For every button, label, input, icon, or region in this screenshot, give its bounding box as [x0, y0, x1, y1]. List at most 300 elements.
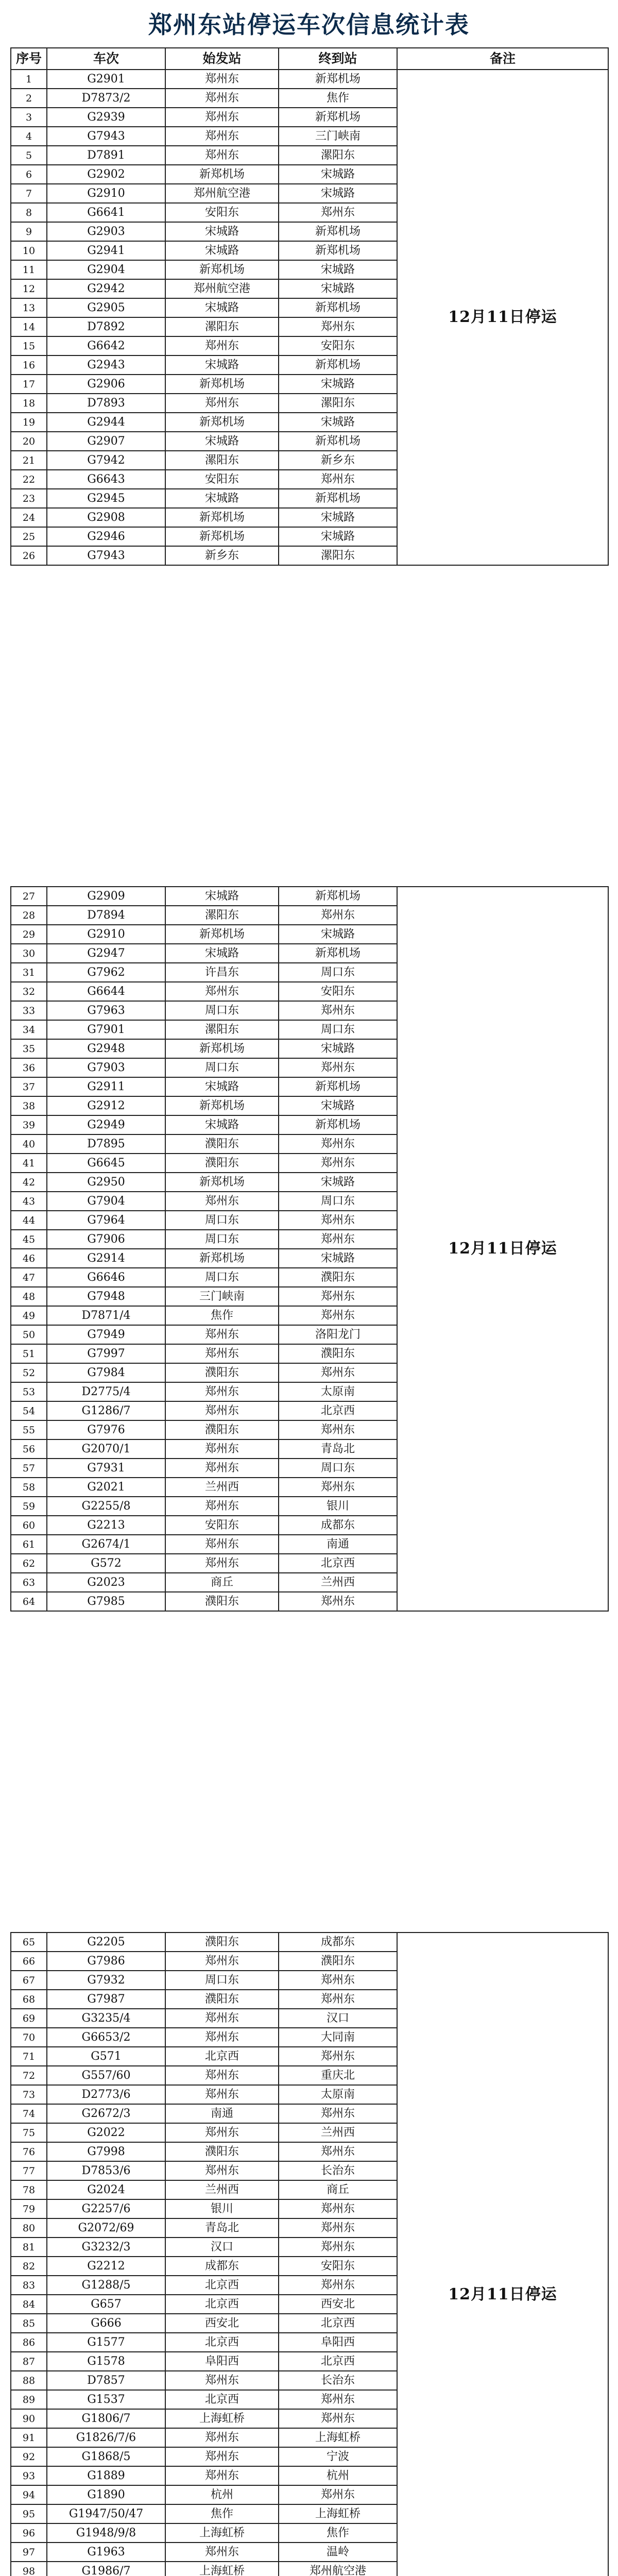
row-seq: 48 — [11, 1287, 47, 1306]
row-train: G1947/50/47 — [47, 2504, 165, 2523]
row-from: 濮阳东 — [165, 2142, 279, 2161]
row-to: 上海虹桥 — [279, 2504, 397, 2523]
row-seq: 89 — [11, 2390, 47, 2409]
row-from: 郑州东 — [165, 2009, 279, 2028]
row-to: 郑州东 — [279, 2047, 397, 2066]
row-to: 郑州东 — [279, 1058, 397, 1077]
row-to: 新郑机场 — [279, 432, 397, 451]
row-train: G7931 — [47, 1459, 165, 1478]
row-from: 北京西 — [165, 2295, 279, 2314]
page-title: 郑州东站停运车次信息统计表 — [148, 11, 470, 39]
row-to: 北京西 — [279, 1401, 397, 1420]
row-to: 宋城路 — [279, 527, 397, 546]
row-from: 郑州东 — [165, 146, 279, 165]
row-from: 新郑机场 — [165, 1096, 279, 1115]
row-seq: 71 — [11, 2047, 47, 2066]
row-seq: 47 — [11, 1268, 47, 1287]
table-header-row — [11, 48, 608, 70]
row-seq: 22 — [11, 470, 47, 489]
row-seq: 7 — [11, 184, 47, 203]
row-to: 郑州航空港 — [279, 2562, 397, 2576]
row-seq: 57 — [11, 1459, 47, 1478]
row-train: G2205 — [47, 1933, 165, 1952]
row-train: D7871/4 — [47, 1306, 165, 1325]
row-seq: 51 — [11, 1344, 47, 1363]
row-to: 北京西 — [279, 2352, 397, 2371]
row-seq: 56 — [11, 1439, 47, 1459]
row-from: 上海虹桥 — [165, 2562, 279, 2576]
row-train: G7943 — [47, 127, 165, 146]
row-train: G2914 — [47, 1249, 165, 1268]
row-seq: 88 — [11, 2371, 47, 2390]
row-from: 宋城路 — [165, 1115, 279, 1134]
row-from: 宋城路 — [165, 887, 279, 906]
suspension-note: 12月11日停运 — [397, 1933, 608, 2576]
row-from: 安阳东 — [165, 1516, 279, 1535]
row-seq: 14 — [11, 317, 47, 336]
row-train: G1826/7/6 — [47, 2428, 165, 2447]
row-train: G2909 — [47, 887, 165, 906]
row-seq: 10 — [11, 241, 47, 260]
row-from: 濮阳东 — [165, 1134, 279, 1154]
row-to: 郑州东 — [279, 1592, 397, 1611]
row-from: 濮阳东 — [165, 1420, 279, 1439]
row-train: D7857 — [47, 2371, 165, 2390]
row-train: D7891 — [47, 146, 165, 165]
row-to: 宋城路 — [279, 925, 397, 944]
row-to: 郑州东 — [279, 1230, 397, 1249]
row-train: G2908 — [47, 508, 165, 527]
row-train: G2213 — [47, 1516, 165, 1535]
row-from: 新郑机场 — [165, 1039, 279, 1058]
row-seq: 33 — [11, 1001, 47, 1020]
row-train: G2212 — [47, 2257, 165, 2276]
row-train: G2023 — [47, 1573, 165, 1592]
row-train: G7986 — [47, 1952, 165, 1971]
suspension-note: 12月11日停运 — [397, 70, 608, 565]
row-to: 郑州东 — [279, 906, 397, 925]
row-train: G2906 — [47, 375, 165, 394]
row-seq: 53 — [11, 1382, 47, 1401]
row-from: 郑州东 — [165, 2085, 279, 2104]
row-train: G7963 — [47, 1001, 165, 1020]
row-to: 三门峡南 — [279, 127, 397, 146]
row-from: 郑州东 — [165, 1325, 279, 1344]
row-to: 大同南 — [279, 2028, 397, 2047]
row-from: 宋城路 — [165, 944, 279, 963]
row-to: 商丘 — [279, 2180, 397, 2199]
row-train: G1868/5 — [47, 2447, 165, 2466]
row-from: 宋城路 — [165, 298, 279, 317]
row-seq: 91 — [11, 2428, 47, 2447]
row-seq: 11 — [11, 260, 47, 279]
row-to: 长治东 — [279, 2161, 397, 2180]
row-from: 郑州东 — [165, 982, 279, 1001]
row-seq: 65 — [11, 1933, 47, 1952]
row-from: 郑州东 — [165, 1459, 279, 1478]
row-to: 郑州东 — [279, 1990, 397, 2009]
row-to: 宋城路 — [279, 1096, 397, 1115]
row-to: 郑州东 — [279, 1420, 397, 1439]
row-from: 新郑机场 — [165, 925, 279, 944]
row-to: 周口东 — [279, 1192, 397, 1211]
row-seq: 73 — [11, 2085, 47, 2104]
row-train: G572 — [47, 1554, 165, 1573]
row-train: G2949 — [47, 1115, 165, 1134]
row-seq: 69 — [11, 2009, 47, 2028]
row-to: 郑州东 — [279, 2199, 397, 2218]
row-train: G2905 — [47, 298, 165, 317]
column-header-note: 备注 — [397, 48, 608, 70]
row-seq: 92 — [11, 2447, 47, 2466]
row-train: G2948 — [47, 1039, 165, 1058]
row-seq: 79 — [11, 2199, 47, 2218]
row-seq: 62 — [11, 1554, 47, 1573]
row-train: G2901 — [47, 70, 165, 89]
row-from: 郑州东 — [165, 394, 279, 413]
row-seq: 46 — [11, 1249, 47, 1268]
train-table — [10, 47, 609, 566]
row-seq: 95 — [11, 2504, 47, 2523]
row-seq: 1 — [11, 70, 47, 89]
row-from: 郑州东 — [165, 2466, 279, 2485]
row-seq: 66 — [11, 1952, 47, 1971]
row-train: G3235/4 — [47, 2009, 165, 2028]
row-seq: 35 — [11, 1039, 47, 1058]
row-to: 太原南 — [279, 2085, 397, 2104]
row-to: 宋城路 — [279, 184, 397, 203]
column-header-from: 始发站 — [165, 48, 279, 70]
row-to: 漯阳东 — [279, 546, 397, 565]
row-train: G2942 — [47, 279, 165, 298]
row-from: 新郑机场 — [165, 508, 279, 527]
row-to: 安阳东 — [279, 336, 397, 355]
row-from: 漯阳东 — [165, 906, 279, 925]
row-train: G7998 — [47, 2142, 165, 2161]
row-seq: 29 — [11, 925, 47, 944]
row-to: 宁波 — [279, 2447, 397, 2466]
row-seq: 81 — [11, 2238, 47, 2257]
row-to: 新郑机场 — [279, 489, 397, 508]
row-train: D7893 — [47, 394, 165, 413]
row-from: 郑州东 — [165, 2447, 279, 2466]
row-train: G7985 — [47, 1592, 165, 1611]
row-seq: 6 — [11, 165, 47, 184]
row-train: G7948 — [47, 1287, 165, 1306]
row-train: G6643 — [47, 470, 165, 489]
row-to: 新郑机场 — [279, 944, 397, 963]
row-train: G1288/5 — [47, 2276, 165, 2295]
row-train: G6646 — [47, 1268, 165, 1287]
row-from: 宋城路 — [165, 432, 279, 451]
row-to: 银川 — [279, 1497, 397, 1516]
row-seq: 93 — [11, 2466, 47, 2485]
row-from: 郑州东 — [165, 2543, 279, 2562]
row-to: 焦作 — [279, 2523, 397, 2543]
row-train: G2902 — [47, 165, 165, 184]
row-from: 宋城路 — [165, 222, 279, 241]
row-to: 郑州东 — [279, 470, 397, 489]
row-to: 宋城路 — [279, 1039, 397, 1058]
row-from: 宋城路 — [165, 1077, 279, 1096]
row-seq: 19 — [11, 413, 47, 432]
row-train: G2672/3 — [47, 2104, 165, 2123]
row-seq: 43 — [11, 1192, 47, 1211]
row-from: 濮阳东 — [165, 1933, 279, 1952]
row-from: 周口东 — [165, 1058, 279, 1077]
row-train: G1286/7 — [47, 1401, 165, 1420]
row-to: 新郑机场 — [279, 108, 397, 127]
row-to: 郑州东 — [279, 1134, 397, 1154]
row-to: 周口东 — [279, 1459, 397, 1478]
row-train: G7943 — [47, 546, 165, 565]
row-train: G1948/9/8 — [47, 2523, 165, 2543]
row-seq: 16 — [11, 355, 47, 375]
row-seq: 18 — [11, 394, 47, 413]
row-to: 兰州西 — [279, 1573, 397, 1592]
row-to: 宋城路 — [279, 1249, 397, 1268]
row-seq: 23 — [11, 489, 47, 508]
row-seq: 78 — [11, 2180, 47, 2199]
row-train: G1578 — [47, 2352, 165, 2371]
row-train: G2024 — [47, 2180, 165, 2199]
row-seq: 37 — [11, 1077, 47, 1096]
row-train: G7984 — [47, 1363, 165, 1382]
row-to: 新郑机场 — [279, 1077, 397, 1096]
row-train: G2255/8 — [47, 1497, 165, 1516]
row-from: 宋城路 — [165, 489, 279, 508]
row-to: 郑州东 — [279, 1478, 397, 1497]
row-train: G7997 — [47, 1344, 165, 1363]
row-train: D7895 — [47, 1134, 165, 1154]
row-to: 安阳东 — [279, 982, 397, 1001]
row-from: 濮阳东 — [165, 1154, 279, 1173]
row-from: 周口东 — [165, 1230, 279, 1249]
row-from: 漯阳东 — [165, 1020, 279, 1039]
row-train: G1963 — [47, 2543, 165, 2562]
row-seq: 97 — [11, 2543, 47, 2562]
row-seq: 64 — [11, 1592, 47, 1611]
row-to: 汉口 — [279, 2009, 397, 2028]
row-seq: 72 — [11, 2066, 47, 2085]
row-train: G2072/69 — [47, 2218, 165, 2238]
row-seq: 32 — [11, 982, 47, 1001]
row-train: G571 — [47, 2047, 165, 2066]
row-seq: 50 — [11, 1325, 47, 1344]
row-to: 宋城路 — [279, 260, 397, 279]
row-to: 郑州东 — [279, 203, 397, 222]
row-to: 郑州东 — [279, 1306, 397, 1325]
row-to: 新郑机场 — [279, 70, 397, 89]
row-train: G1537 — [47, 2390, 165, 2409]
row-to: 宋城路 — [279, 508, 397, 527]
row-from: 安阳东 — [165, 203, 279, 222]
row-train: D7892 — [47, 317, 165, 336]
row-train: G6653/2 — [47, 2028, 165, 2047]
row-seq: 36 — [11, 1058, 47, 1077]
row-seq: 77 — [11, 2161, 47, 2180]
row-from: 安阳东 — [165, 470, 279, 489]
row-to: 漯阳东 — [279, 394, 397, 413]
row-to: 宋城路 — [279, 1173, 397, 1192]
row-seq: 8 — [11, 203, 47, 222]
row-seq: 17 — [11, 375, 47, 394]
row-to: 新郑机场 — [279, 241, 397, 260]
train-table — [10, 886, 609, 1612]
row-to: 郑州东 — [279, 2409, 397, 2428]
row-train: G657 — [47, 2295, 165, 2314]
row-seq: 60 — [11, 1516, 47, 1535]
row-to: 太原南 — [279, 1382, 397, 1401]
row-train: G2070/1 — [47, 1439, 165, 1459]
row-seq: 61 — [11, 1535, 47, 1554]
row-from: 宋城路 — [165, 241, 279, 260]
row-train: G1890 — [47, 2485, 165, 2504]
row-to: 郑州东 — [279, 2276, 397, 2295]
row-seq: 38 — [11, 1096, 47, 1115]
row-from: 郑州东 — [165, 1401, 279, 1420]
row-to: 焦作 — [279, 89, 397, 108]
row-to: 宋城路 — [279, 413, 397, 432]
row-seq: 41 — [11, 1154, 47, 1173]
row-to: 郑州东 — [279, 1363, 397, 1382]
row-seq: 49 — [11, 1306, 47, 1325]
row-seq: 39 — [11, 1115, 47, 1134]
row-seq: 59 — [11, 1497, 47, 1516]
row-seq: 20 — [11, 432, 47, 451]
row-train: D2775/4 — [47, 1382, 165, 1401]
row-seq: 12 — [11, 279, 47, 298]
row-seq: 31 — [11, 963, 47, 982]
row-from: 北京西 — [165, 2276, 279, 2295]
row-seq: 84 — [11, 2295, 47, 2314]
row-seq: 40 — [11, 1134, 47, 1154]
row-seq: 44 — [11, 1211, 47, 1230]
column-header-seq: 序号 — [11, 48, 47, 70]
row-from: 上海虹桥 — [165, 2523, 279, 2543]
row-train: G7906 — [47, 1230, 165, 1249]
row-from: 成都东 — [165, 2257, 279, 2276]
row-seq: 3 — [11, 108, 47, 127]
row-seq: 70 — [11, 2028, 47, 2047]
row-seq: 27 — [11, 887, 47, 906]
row-to: 周口东 — [279, 963, 397, 982]
row-from: 郑州东 — [165, 2428, 279, 2447]
row-from: 北京西 — [165, 2333, 279, 2352]
row-train: D2773/6 — [47, 2085, 165, 2104]
row-to: 青岛北 — [279, 1439, 397, 1459]
row-from: 郑州东 — [165, 70, 279, 89]
row-train: G2950 — [47, 1173, 165, 1192]
row-from: 杭州 — [165, 2485, 279, 2504]
row-from: 郑州东 — [165, 1382, 279, 1401]
row-seq: 94 — [11, 2485, 47, 2504]
row-from: 漯阳东 — [165, 317, 279, 336]
row-to: 杭州 — [279, 2466, 397, 2485]
row-train: G2903 — [47, 222, 165, 241]
row-from: 焦作 — [165, 2504, 279, 2523]
row-to: 阜阳西 — [279, 2333, 397, 2352]
row-train: G7962 — [47, 963, 165, 982]
row-from: 兰州西 — [165, 2180, 279, 2199]
row-seq: 85 — [11, 2314, 47, 2333]
row-from: 郑州东 — [165, 1439, 279, 1459]
row-seq: 96 — [11, 2523, 47, 2543]
row-from: 北京西 — [165, 2047, 279, 2066]
row-from: 郑州东 — [165, 1952, 279, 1971]
row-to: 洛阳龙门 — [279, 1325, 397, 1344]
row-to: 温岭 — [279, 2543, 397, 2562]
row-from: 新郑机场 — [165, 1249, 279, 1268]
row-train: G2941 — [47, 241, 165, 260]
row-to: 北京西 — [279, 2314, 397, 2333]
row-train: G2944 — [47, 413, 165, 432]
row-train: G7987 — [47, 1990, 165, 2009]
row-to: 新郑机场 — [279, 1115, 397, 1134]
column-header-train: 车次 — [47, 48, 165, 70]
row-from: 郑州东 — [165, 89, 279, 108]
row-train: G2943 — [47, 355, 165, 375]
row-seq: 86 — [11, 2333, 47, 2352]
row-seq: 87 — [11, 2352, 47, 2371]
row-train: G2257/6 — [47, 2199, 165, 2218]
row-from: 郑州东 — [165, 2161, 279, 2180]
row-train: G3232/3 — [47, 2238, 165, 2257]
row-seq: 54 — [11, 1401, 47, 1420]
table-section-3 — [10, 1932, 608, 2576]
row-from: 郑州东 — [165, 1344, 279, 1363]
row-from: 郑州东 — [165, 336, 279, 355]
row-to: 郑州东 — [279, 1971, 397, 1990]
row-train: G2939 — [47, 108, 165, 127]
row-train: G1986/7 — [47, 2562, 165, 2576]
row-seq: 83 — [11, 2276, 47, 2295]
row-seq: 67 — [11, 1971, 47, 1990]
row-train: G666 — [47, 2314, 165, 2333]
row-to: 新郑机场 — [279, 222, 397, 241]
row-from: 新郑机场 — [165, 527, 279, 546]
row-from: 濮阳东 — [165, 1363, 279, 1382]
row-from: 周口东 — [165, 1971, 279, 1990]
row-train: G7949 — [47, 1325, 165, 1344]
row-seq: 82 — [11, 2257, 47, 2276]
row-train: G6642 — [47, 336, 165, 355]
row-to: 上海虹桥 — [279, 2428, 397, 2447]
train-table — [10, 1932, 609, 2576]
row-to: 新郑机场 — [279, 887, 397, 906]
table-row — [11, 887, 608, 906]
row-from: 郑州东 — [165, 1497, 279, 1516]
row-seq: 26 — [11, 546, 47, 565]
row-seq: 21 — [11, 451, 47, 470]
row-to: 郑州东 — [279, 2218, 397, 2238]
row-train: G7976 — [47, 1420, 165, 1439]
row-from: 濮阳东 — [165, 1592, 279, 1611]
row-from: 许昌东 — [165, 963, 279, 982]
row-from: 郑州航空港 — [165, 279, 279, 298]
row-seq: 52 — [11, 1363, 47, 1382]
row-from: 新乡东 — [165, 546, 279, 565]
row-from: 北京西 — [165, 2390, 279, 2409]
row-train: G2907 — [47, 432, 165, 451]
row-from: 新郑机场 — [165, 165, 279, 184]
row-train: G2022 — [47, 2123, 165, 2142]
row-train: G7901 — [47, 1020, 165, 1039]
row-train: G6641 — [47, 203, 165, 222]
row-train: D7853/6 — [47, 2161, 165, 2180]
row-train: G2910 — [47, 184, 165, 203]
row-train: D7873/2 — [47, 89, 165, 108]
